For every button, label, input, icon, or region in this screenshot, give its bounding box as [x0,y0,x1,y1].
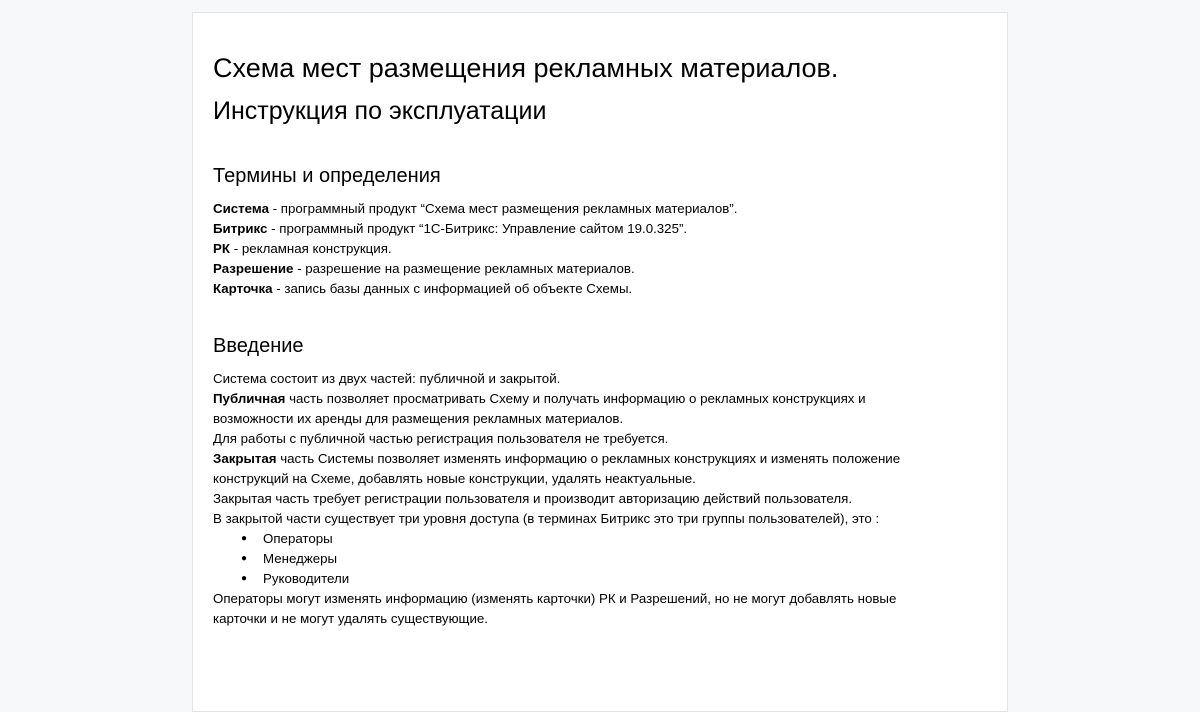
list-item: ● Операторы [241,529,947,549]
page-title: Схема мест размещения рекламных материалов. [213,53,839,83]
paragraph [213,389,947,429]
paragraph-text: часть Системы позволяет изменять информацию о рекламных конструкциях и изменять положение конструкций на Схеме, добавлять новые конструкции, удалять неактуальные. [213,451,901,487]
term-name: Система [213,201,269,217]
paragraph-lead: Публичная [213,391,286,407]
term-name: Карточка [213,281,273,297]
paragraph [213,489,947,509]
paragraph [213,589,947,629]
document-page [192,12,1008,712]
term-entry [213,259,947,279]
term-definition: - программный продукт “Схема мест размещения рекламных материалов”. [268,201,738,217]
section-introduction [213,299,947,629]
section-heading-terms: Термины и определения [213,165,441,188]
document-body [193,13,1007,629]
term-name: Битрикс [213,221,268,237]
term-definition: - рекламная конструкция. [230,241,392,257]
paragraph [213,449,947,489]
paragraph-text: Для работы с публичной частью регистрация пользователя не требуется. [213,431,669,447]
section-heading-introduction: Введение [213,335,304,358]
access-levels-list [213,529,947,589]
paragraph-text: Система состоит из двух частей: публичной и закрытой. [213,371,561,387]
term-definition: - программный продукт “1С-Битрикс: Управление сайтом 19.0.325”. [267,221,688,237]
term-entry [213,239,947,259]
list-item: ● Менеджеры [241,549,947,569]
paragraph [213,369,947,389]
term-name: Разрешение [213,261,294,277]
section-terms [213,129,947,299]
term-definition: - разрешение на размещение рекламных материалов. [293,261,635,277]
paragraph-text: Закрытая часть требует регистрации пользователя и производит авторизацию действий пользователя. [213,491,853,507]
paragraph [213,429,947,449]
term-entry [213,279,947,299]
paragraph-lead: Закрытая [213,451,277,467]
paragraph-text: Операторы могут изменять информацию (изменять карточки) РК и Разрешений, но не могут добавлять новые карточки и не могут удалять существующие. [213,591,897,627]
list-item: ● Руководители [241,569,947,589]
term-entry [213,219,947,239]
paragraph [213,509,947,529]
term-definition: - запись базы данных с информацией об объекте Схемы. [272,281,633,297]
term-name: РК [213,241,230,257]
page-subtitle: Инструкция по эксплуатации [213,96,547,125]
term-entry [213,199,947,219]
paragraph-text: В закрытой части существует три уровня доступа (в терминах Битрикс это три группы пользователей), это : [213,511,880,527]
paragraph-text: часть позволяет просматривать Схему и получать информацию о рекламных конструкциях и возможности их аренды для размещения рекламных материалов. [213,391,866,427]
